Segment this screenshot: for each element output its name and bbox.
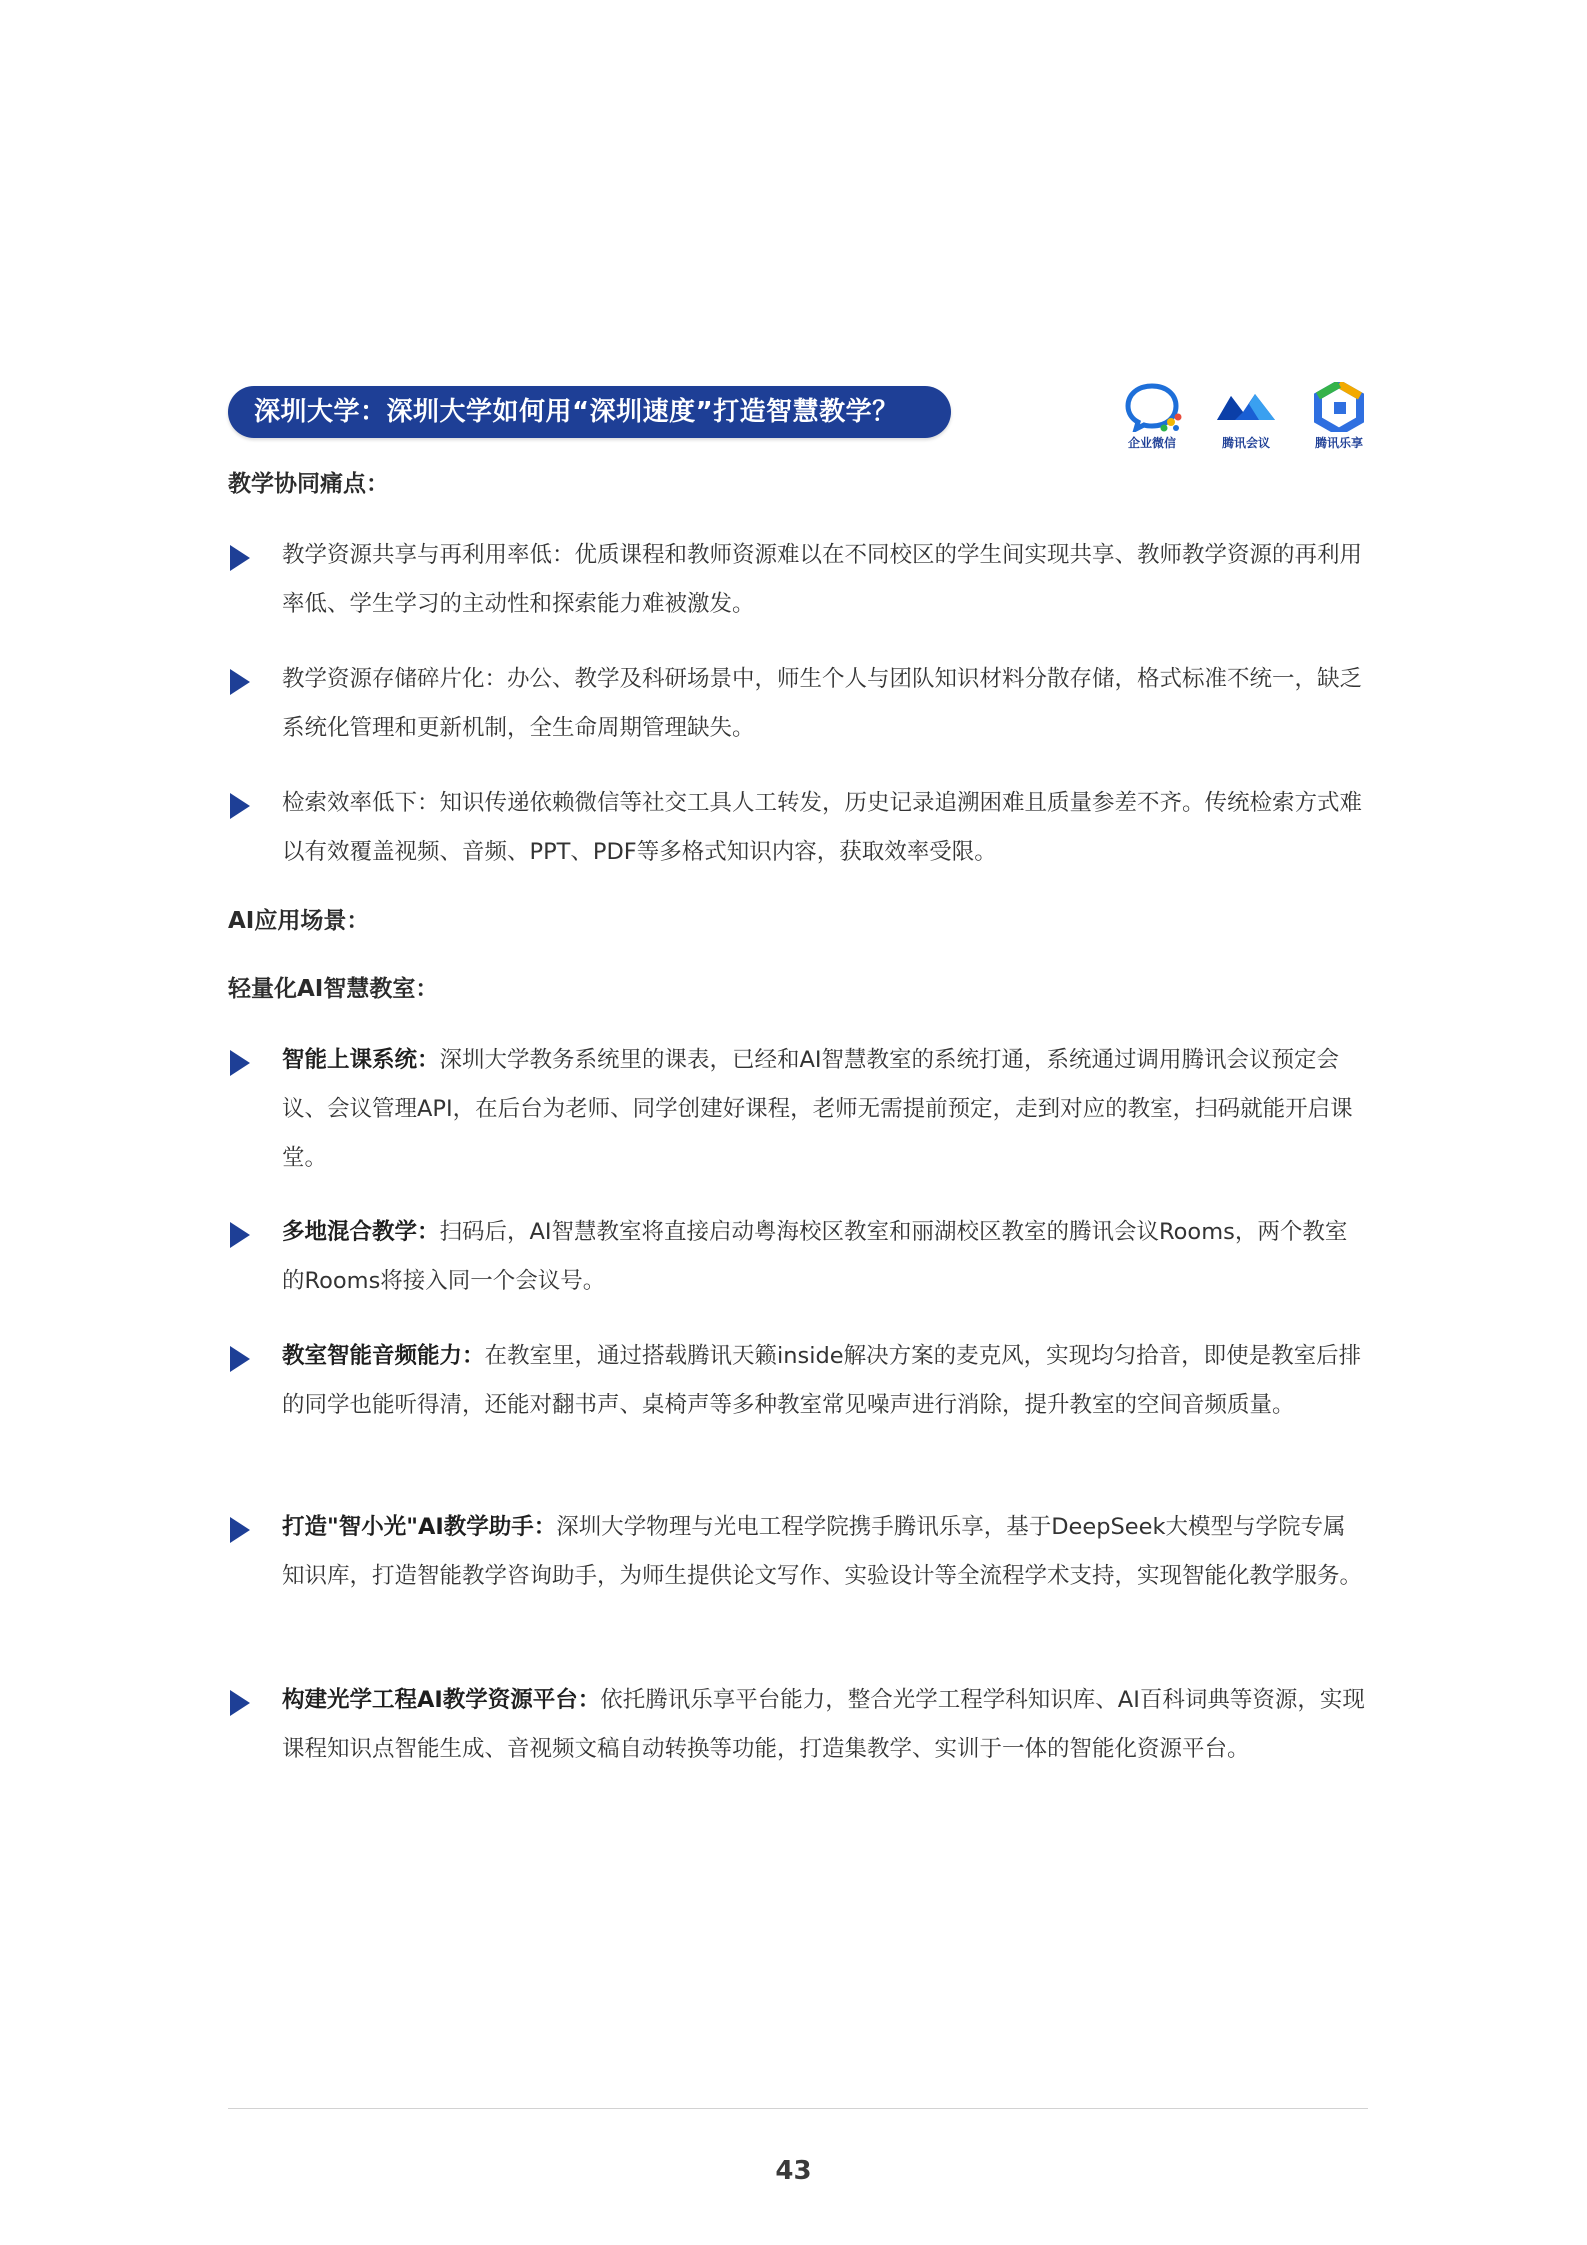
logo-wecom <box>1107 382 1197 451</box>
wecom-icon <box>1121 382 1183 432</box>
list-item-text: 教学资源存储碎片化：办公、教学及科研场景中，师生个人与团队知识材料分散存储，格式标准不统一，缺乏系统化管理和更新机制，全生命周期管理缺失。 <box>282 666 1363 741</box>
subheading-ai-classroom: 轻量化AI智慧教室： <box>228 976 439 1002</box>
list-item-text: 教学资源共享与再利用率低：优质课程和教师资源难以在不同校区的学生间实现共享、教师教学资源的再利用率低、学生学习的主动性和探索能力难被激发。 <box>282 542 1363 617</box>
arrow-bullet-icon <box>230 1222 250 1248</box>
list-item-label: 多地混合教学： <box>282 1219 440 1245</box>
logo-wecom-label: 企业微信 <box>1127 436 1176 450</box>
logo-tencent-lexiang-label: 腾讯乐享 <box>1314 436 1363 450</box>
list-item-body: 依托腾讯乐享平台能力，整合光学工程学科知识库、AI百科词典等资源，实现课程知识点智能生成、音视频文稿自动转换等功能，打造集教学、实训于一体的智能化资源平台。 <box>282 1687 1365 1762</box>
arrow-bullet-icon <box>230 669 250 695</box>
logo-tencent-meeting <box>1201 382 1291 451</box>
logo-tencent-meeting-label: 腾讯会议 <box>1221 436 1270 450</box>
arrow-bullet-icon <box>230 1346 250 1372</box>
logo-tencent-lexiang <box>1294 382 1384 451</box>
list-item-label: 教室智能音频能力： <box>282 1343 485 1369</box>
list-item-body: 深圳大学教务系统里的课表，已经和AI智慧教室的系统打通，系统通过调用腾讯会议预定会议、会议管理API，在后台为老师、同学创建好课程，老师无需提前预定，走到对应的教室，扫码就能开启课堂。 <box>282 1047 1353 1171</box>
list-item-text <box>282 1208 1368 1306</box>
arrow-bullet-icon <box>230 545 250 571</box>
arrow-bullet-icon <box>230 1517 250 1543</box>
arrow-bullet-icon <box>230 793 250 819</box>
arrow-bullet-icon <box>230 1050 250 1076</box>
page-number: 43 <box>775 2156 812 2186</box>
list-item-body: 深圳大学物理与光电工程学院携手腾讯乐享，基于DeepSeek大模型与学院专属知识库，打造智能教学咨询助手，为师生提供论文写作、实验设计等全流程学术支持，实现智能化教学服务。 <box>282 1514 1363 1589</box>
page-title: 深圳大学：深圳大学如何用“深圳速度”打造智慧教学？ <box>228 386 951 438</box>
list-item-body: 在教室里，通过搭载腾讯天籁inside解决方案的麦克风，实现均匀拾音，即使是教室后排的同学也能听得清，还能对翻书声、桌椅声等多种教室常见噪声进行消除，提升教室的空间音频质量。 <box>282 1343 1362 1418</box>
section-heading-pain-points: 教学协同痛点： <box>228 471 389 497</box>
list-item-label: 打造"智小光"AI教学助手： <box>282 1514 557 1540</box>
footer-divider <box>228 2108 1368 2109</box>
list-item-text: 检索效率低下：知识传递依赖微信等社交工具人工转发，历史记录追溯困难且质量参差不齐。传统检索方式难以有效覆盖视频、音频、PPT、PDF等多格式知识内容，获取效率受限。 <box>282 790 1363 865</box>
list-item-text <box>282 1676 1368 1774</box>
arrow-bullet-icon <box>230 1690 250 1716</box>
list-item-text <box>282 1036 1368 1183</box>
list-item-label: 构建光学工程AI教学资源平台： <box>282 1687 601 1713</box>
list-item-label: 智能上课系统： <box>282 1047 440 1073</box>
tencent-meeting-icon <box>1213 382 1279 432</box>
section-heading-ai-scenarios: AI应用场景： <box>228 908 370 934</box>
list-item-body: 扫码后，AI智慧教室将直接启动粤海校区教室和丽湖校区教室的腾讯会议Rooms，两个教室的Rooms将接入同一个会议号。 <box>282 1219 1348 1294</box>
tencent-lexiang-icon <box>1310 382 1368 432</box>
list-item-text <box>282 1332 1368 1430</box>
list-item-text <box>282 1503 1368 1601</box>
